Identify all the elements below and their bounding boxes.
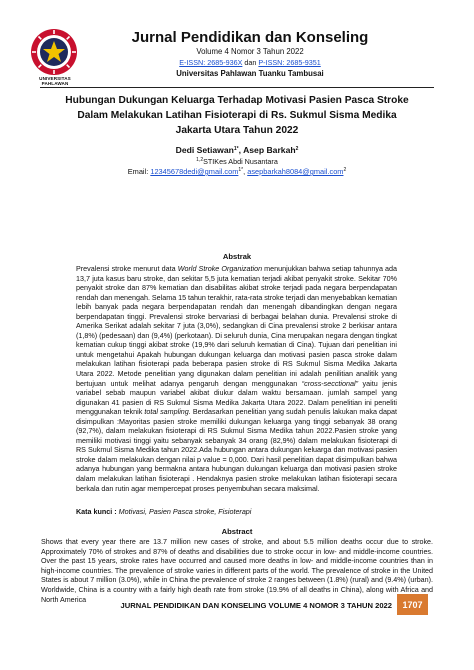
author-2-sup: 2: [295, 146, 299, 152]
email-2-sup: 2: [343, 167, 347, 173]
paper-title: Hubungan Dukungan Keluarga Terhadap Motivasi Pasien Pasca Stroke Dalam Melakukan Latihan Fisioterapi di Rs. Sukmul Sisma Medika Jakarta Utara Tahun 2022: [65, 95, 409, 136]
keywords-value: Motivasi, Pasien Pasca stroke, Fisioterapi: [118, 508, 252, 516]
abstrak-italic-3: total sampling.: [144, 408, 191, 417]
email-1-link[interactable]: 12345678dedi@gmail.com: [150, 167, 239, 176]
abstrak-text-4: Berdasarkan penelitian yang sudah penulis lakukan maka dapat disimpulkan :Mayoritas pasien stroke memiliki dukungan keluarga yang tinggi sebanyak 38 orang (92,7%), dalam melakukan fisioterapi di RS Sukmul Sisma Medika tahun 2022.Pasien stroke yang memiliki motivasi tinggi yaitu sebanyak sebanyak 34 orang (82,9%) dalam melakukan fisioterapi di RS Sukmul Sisma Medika tahun 2022.Ada hubungan antara dukungan keluarga dan motivasi pasien stroke dalam melakukan dengan nilai p value = 0,000. Dari hasil penelitian dapat disimpulkan bahwa adanya hubungan yang bermakna antara hubungan dukungan keluarga dan motivasi pasien stroke dalam melakukan latihan fisioterapi . Hendaknya pasien stroke melakukan latihan fisioterapi secara berkala dan rutin agar mempercepat proses penyembuhan secara maksimal.: [76, 408, 397, 493]
issn-line: [100, 58, 400, 67]
journal-title: Jurnal Pendidikan dan Konseling: [131, 29, 369, 46]
university-logo: [30, 28, 78, 76]
abstract-body: Shows that every year there are 13.7 million new cases of stroke, and about 5.5 million deaths occur due to stroke. Approximately 70% of strokes and 87% of deaths and disabilities due to stroke occur in low- and middle-income countries. Over the past 15 years, stroke rates have occurred and caused more deaths in low- and middle-income countries than in high-income countries. The prevalence of stroke varies in different parts of the world. The prevalence of stroke in the United States is about 7 million (3.0%), while in China the prevalence of stroke 2 ranges between (1.8%) (rural) and (9.4%) (urban). Worldwide, China is a country with a fairly high death rate from stroke (19.9% of all deaths in China), along with Africa and North America: [41, 538, 433, 604]
page-number-badge: 1707: [397, 594, 428, 615]
logo-caption-line-1: UNIVERSITAS: [39, 76, 71, 81]
author-1: Dedi Setiawan: [175, 145, 234, 155]
issn-separator: dan: [242, 58, 259, 67]
email-2-link[interactable]: asepbarkah8084@gmail.com: [247, 167, 344, 176]
journal-volume: Volume 4 Nomor 3 Tahun 2022: [196, 47, 304, 56]
keywords-label: Kata kunci :: [76, 508, 119, 516]
abstract-heading: Abstract: [221, 527, 253, 536]
eissn-link[interactable]: E-ISSN: 2685-936X: [179, 58, 243, 67]
abstrak-text-3: yaitu jenis variabel sebab maupun variabel akibat diukur dalam waktu bersamaan. jumlah sampel yang digunakan 41 pasien di RS Sukmul Sisma Medika Jakarta Utara 2022. Dalam penelitian ini peneliti menggunakan teknik: [76, 379, 398, 417]
email-line: [60, 167, 414, 176]
abstrak-italic-1: World Stroke Organization: [177, 265, 263, 273]
logo-caption: [16, 76, 94, 87]
author-line: [100, 145, 374, 155]
keywords-line: [76, 508, 397, 518]
author-1-sup: 1*: [233, 146, 239, 152]
email-separator: ,: [243, 167, 248, 176]
affiliation-sup: 1,2: [196, 157, 204, 163]
abstrak-text-1: Prevalensi stroke menurut data: [76, 265, 178, 273]
affiliation: STIKes Abdi Nusantara: [203, 157, 278, 166]
abstrak-text-2: menunjukkan bahwa setiap tahunnya ada 13,7 juta kasus baru stroke, dan sekitar 5,5 juta kematian terjadi akibat penyakit stroke. Sekitar 70% penyakit stroke dan 87% kematian dan disabilitas akibat stroke terjadi pada negara berpendapatan rendah dan menengah. Selama 15 tahun terakhir, rata-rata stroke terjadi dan menyebabkan kematian lebih banyak pada negara berpendapatan rendah dan menengah dibandingkan dengan negara berpendapatan tinggi. Prevalensi stroke bervariasi di berbagai belahan dunia. Prevalensi stroke di Amerika Serikat adalah sekitar 7 juta (3,0%), sedangkan di Cina prevalensi stroke 2 berkisar antara (1,8%) (pedesaan) dan (9,4%) (perkotaan). Di seluruh dunia, Cina merupakan negara dengan tingkat kematian cukup tinggi akibat stroke (19,9% dari seluruh kematian di Cina). Tujuan dari penelitian ini untuk mengetahui Apakah hubungan dukungan keluarga dan motivasi pasien pasca stroke dalam melakukan latihan fisioterapi pada beberapa pasien stroke di RS Sukmul Sisma Medika Jakarta Utara 2022. Metode penelitian yang digunakan dalam penelitian ini adalah penilitian analitik yang bertujuan untuk melihat adanya pengaruh dengan menggunakan: [76, 265, 398, 388]
email-label: Email:: [127, 167, 151, 176]
pissn-link[interactable]: P-ISSN: 2685-9351: [258, 58, 321, 67]
author-separator: , Asep Barkah: [238, 145, 296, 155]
footer-journal-line: JURNAL PENDIDIKAN DAN KONSELING VOLUME 4 NOMOR 3 TAHUN 2022: [120, 601, 392, 610]
journal-header: [0, 0, 474, 95]
university-name: Universitas Pahlawan Tuanku Tambusai: [176, 69, 324, 78]
logo-caption-line-2: PAHLAWAN: [41, 81, 69, 87]
email-1-sup: 1*: [238, 167, 244, 173]
abstrak-body: [76, 265, 397, 494]
abstrak-heading: Abstrak: [222, 252, 252, 261]
header-divider: [40, 87, 434, 88]
abstrak-italic-2: “cross-secctional”: [301, 379, 358, 388]
affiliation-line: [100, 157, 374, 166]
